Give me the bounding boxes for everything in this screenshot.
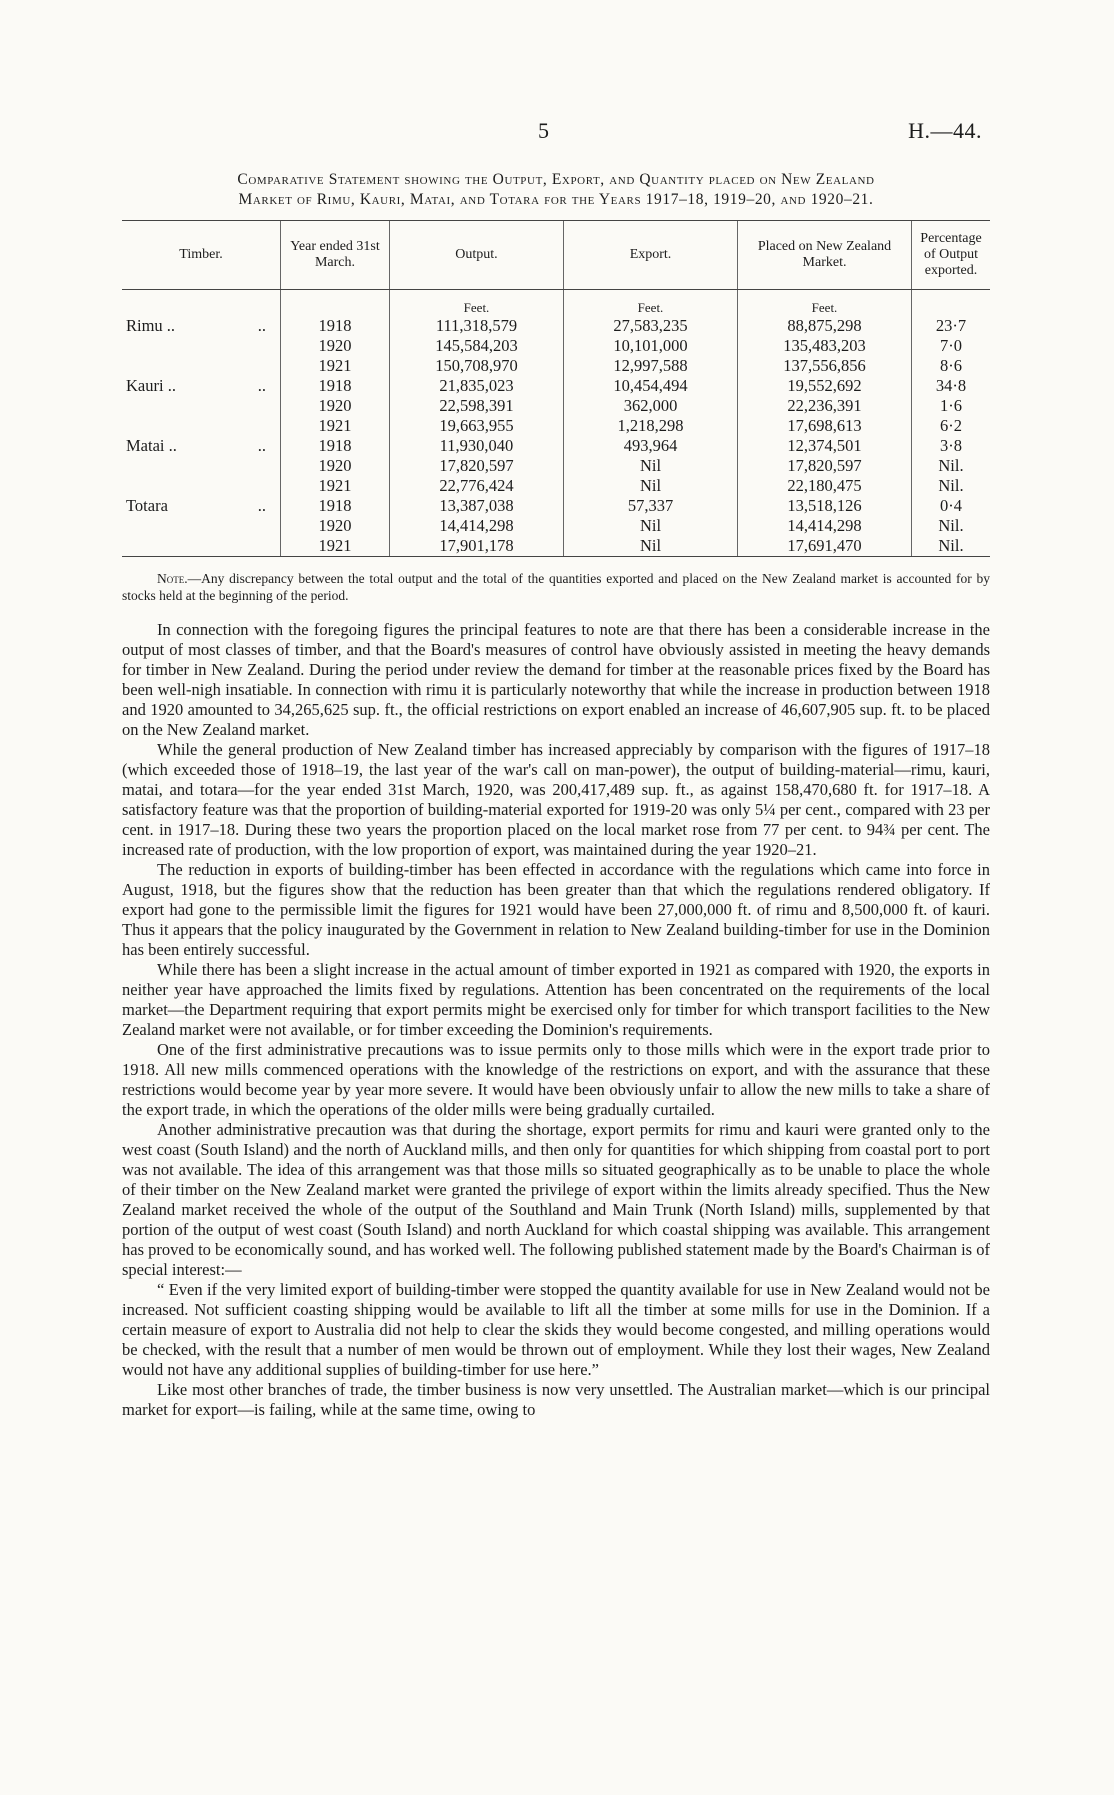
cell-year: 1918 bbox=[281, 496, 390, 516]
cell-timber bbox=[122, 436, 281, 456]
cell-output: 22,598,391 bbox=[390, 396, 564, 416]
cell-year: 1921 bbox=[281, 476, 390, 496]
cell-timber bbox=[122, 456, 281, 476]
cell-output: 22,776,424 bbox=[390, 476, 564, 496]
cell-output: 11,930,040 bbox=[390, 436, 564, 456]
cell-export: 1,218,298 bbox=[564, 416, 738, 436]
cell-export: Nil bbox=[564, 536, 738, 557]
cell-output: 17,820,597 bbox=[390, 456, 564, 476]
table-title-line: Market of Rimu, Kauri, Matai, and Totara for the Years 1917–18, 1919–20, and 1920–21. bbox=[238, 191, 874, 208]
cell-percentage: Nil. bbox=[912, 536, 991, 557]
note-text: —Any discrepancy between the total output and the total of the quantities exported and placed on the New Zealand market is accounted for by stocks held at the beginning of the period. bbox=[122, 571, 990, 603]
cell-output: 19,663,955 bbox=[390, 416, 564, 436]
table-row bbox=[122, 376, 990, 396]
cell-year: 1921 bbox=[281, 356, 390, 376]
note-label: Note. bbox=[157, 571, 188, 586]
cell-year: 1920 bbox=[281, 456, 390, 476]
cell-timber bbox=[122, 536, 281, 557]
unit-placed: Feet. bbox=[738, 290, 912, 317]
cell-placed: 13,518,126 bbox=[738, 496, 912, 516]
cell-output: 21,835,023 bbox=[390, 376, 564, 396]
timber-name: Rimu .. bbox=[126, 316, 176, 335]
cell-percentage: 7·0 bbox=[912, 336, 991, 356]
table-row bbox=[122, 496, 990, 516]
unit-export: Feet. bbox=[564, 290, 738, 317]
header-export: Export. bbox=[564, 221, 738, 290]
paragraph: While the general production of New Zealand timber has increased appreciably by comparison with the figures of 1917–18 (which exceeded those of 1918–19, the last year of the war's call on man-power), the output of building-material—rimu, kauri, matai, and totara—for the year ended 31st March, 1920, was 200,417,489 sup. ft., as against 158,470,680 ft. for 1917–18. A satisfactory feature was that the proportion of building-material exported for 1919-20 was only 5¼ per cent., compared with 23 per cent. in 1917–18. During these two years the proportion placed on the local market rose from 77 per cent. to 94¾ per cent. The increased rate of production, with the low proportion of export, was maintained during the year 1920–21. bbox=[122, 740, 990, 859]
cell-placed: 17,691,470 bbox=[738, 536, 912, 557]
cell-output: 14,414,298 bbox=[390, 516, 564, 536]
cell-placed: 12,374,501 bbox=[738, 436, 912, 456]
cell-timber bbox=[122, 476, 281, 496]
paragraph: One of the first administrative precautions was to issue permits only to those mills which were in the export trade prior to 1918. All new mills commenced operations with the knowledge of the restrictions on export, and with the assurance that these restrictions would become year by year more severe. It would have been obviously unfair to allow the new mills to take a share of the export trade, in which the operations of the older mills were being gradually curtailed. bbox=[122, 1040, 990, 1119]
cell-export: 493,964 bbox=[564, 436, 738, 456]
header-year: Year ended 31st March. bbox=[281, 221, 390, 290]
cell-year: 1920 bbox=[281, 336, 390, 356]
table-row bbox=[122, 536, 990, 557]
cell-percentage: 23·7 bbox=[912, 316, 991, 336]
timber-name: Matai .. bbox=[126, 436, 177, 455]
cell-percentage: 0·4 bbox=[912, 496, 991, 516]
paragraph: Another administrative precaution was that during the shortage, export permits for rimu and kauri were granted only to the west coast (South Island) and the north of Auckland mills, and then only for quantities for which shipping from coastal port to port was not available. The idea of this arrangement was that those mills so situated geographically as to be unable to place the whole of their timber on the New Zealand market were granted the privilege of export within the limits already specified. Thus the New Zealand market received the whole of the output of the Southland and Main Trunk (North Island) mills, supplemented by that portion of the output of west coast (South Island) and north Auckland for which coastal shipping was available. This arrangement has proved to be economically sound, and has worked well. The following published statement made by the Board's Chairman is of special interest:— bbox=[122, 1120, 990, 1279]
cell-percentage: Nil. bbox=[912, 476, 991, 496]
cell-timber bbox=[122, 356, 281, 376]
table-title-line: Comparative Statement showing the Output, Export, and Quantity placed on New Zealand bbox=[237, 171, 875, 188]
table-title bbox=[122, 170, 990, 210]
paragraph: While there has been a slight increase in the actual amount of timber exported in 1921 as compared with 1920, the exports in neither year have approached the limits fixed by regulations. Attention has been concentrated on the requirements of the local market—the Department requiring that export permits might be exercised only for timber for which transport facilities to the New Zealand market were not available, or for timber exceeding the Dominion's requirements. bbox=[122, 960, 990, 1039]
cell-timber bbox=[122, 516, 281, 536]
cell-export: 362,000 bbox=[564, 396, 738, 416]
cell-year: 1918 bbox=[281, 376, 390, 396]
cell-output: 145,584,203 bbox=[390, 336, 564, 356]
timber-name: Kauri .. bbox=[126, 376, 176, 395]
cell-placed: 137,556,856 bbox=[738, 356, 912, 376]
cell-output: 111,318,579 bbox=[390, 316, 564, 336]
header-percentage: Percentage of Output exported. bbox=[912, 221, 991, 290]
cell-percentage: Nil. bbox=[912, 456, 991, 476]
cell-percentage: 34·8 bbox=[912, 376, 991, 396]
cell-export: 57,337 bbox=[564, 496, 738, 516]
body-text bbox=[122, 620, 990, 1420]
cell-placed: 19,552,692 bbox=[738, 376, 912, 396]
cell-year: 1921 bbox=[281, 416, 390, 436]
cell-export: Nil bbox=[564, 456, 738, 476]
timber-statistics-table bbox=[122, 220, 990, 557]
cell-export: 10,454,494 bbox=[564, 376, 738, 396]
cell-percentage: 6·2 bbox=[912, 416, 991, 436]
table-note bbox=[122, 570, 990, 604]
unit-output: Feet. bbox=[390, 290, 564, 317]
table-row bbox=[122, 476, 990, 496]
cell-year: 1921 bbox=[281, 536, 390, 557]
table-row bbox=[122, 336, 990, 356]
cell-timber bbox=[122, 496, 281, 516]
cell-timber bbox=[122, 396, 281, 416]
units-row bbox=[122, 290, 990, 317]
leader-dots: .. bbox=[257, 376, 266, 395]
table-row bbox=[122, 416, 990, 436]
cell-placed: 135,483,203 bbox=[738, 336, 912, 356]
cell-placed: 14,414,298 bbox=[738, 516, 912, 536]
cell-timber bbox=[122, 336, 281, 356]
header-output: Output. bbox=[390, 221, 564, 290]
cell-percentage: 8·6 bbox=[912, 356, 991, 376]
cell-timber bbox=[122, 416, 281, 436]
table-row bbox=[122, 456, 990, 476]
cell-percentage: 3·8 bbox=[912, 436, 991, 456]
cell-output: 13,387,038 bbox=[390, 496, 564, 516]
paragraph: The reduction in exports of building-timber has been effected in accordance with the regulations which came into force in August, 1918, but the figures show that the reduction has been greater than that which the regulations rendered obligatory. If export had gone to the permissible limit the figures for 1921 would have been 27,000,000 ft. of rimu and 8,500,000 ft. of kauri. Thus it appears that the policy inaugurated by the Government in relation to New Zealand building-timber for use in the Dominion has been entirely successful. bbox=[122, 860, 990, 959]
table-row bbox=[122, 436, 990, 456]
cell-timber bbox=[122, 376, 281, 396]
paragraph: Like most other branches of trade, the timber business is now very unsettled. The Australian market—which is our principal market for export—is failing, while at the same time, owing to bbox=[122, 1380, 990, 1419]
leader-dots: .. bbox=[257, 436, 266, 455]
table-row bbox=[122, 356, 990, 376]
table-header-row bbox=[122, 221, 990, 290]
cell-placed: 88,875,298 bbox=[738, 316, 912, 336]
cell-timber bbox=[122, 316, 281, 336]
header-timber: Timber. bbox=[122, 221, 281, 290]
cell-year: 1918 bbox=[281, 316, 390, 336]
cell-export: Nil bbox=[564, 516, 738, 536]
table-row bbox=[122, 516, 990, 536]
paragraph: In connection with the foregoing figures the principal features to note are that there has been a considerable increase in the output of most classes of timber, and that the Board's measures of control have obviously assisted in meeting the heavy demands for timber in New Zealand. During the period under review the demand for timber at the reasonable prices fixed by the Board has been well-nigh insatiable. In connection with rimu it is particularly noteworthy that while the increase in production between 1918 and 1920 amounted to 34,265,625 sup. ft., the official restrictions on export enabled an increase of 46,607,905 sup. ft. to be placed on the New Zealand market. bbox=[122, 620, 990, 739]
cell-output: 150,708,970 bbox=[390, 356, 564, 376]
cell-placed: 22,236,391 bbox=[738, 396, 912, 416]
table-row bbox=[122, 316, 990, 336]
cell-year: 1920 bbox=[281, 516, 390, 536]
cell-export: 27,583,235 bbox=[564, 316, 738, 336]
cell-export: Nil bbox=[564, 476, 738, 496]
cell-output: 17,901,178 bbox=[390, 536, 564, 557]
cell-year: 1920 bbox=[281, 396, 390, 416]
paragraph: “ Even if the very limited export of building-timber were stopped the quantity available for use in New Zealand would not be increased. Not sufficient coasting shipping would be available to lift all the timber at some mills for use in the Dominion. If a certain measure of export to Australia did not help to clear the skids they would become congested, and milling operations would be checked, with the result that a number of men would be thrown out of employment. While they lost their wages, New Zealand would not have any additional supplies of building-timber for use here.” bbox=[122, 1280, 990, 1379]
cell-placed: 17,698,613 bbox=[738, 416, 912, 436]
header-placed: Placed on New Zealand Market. bbox=[738, 221, 912, 290]
cell-placed: 22,180,475 bbox=[738, 476, 912, 496]
cell-export: 12,997,588 bbox=[564, 356, 738, 376]
cell-export: 10,101,000 bbox=[564, 336, 738, 356]
leader-dots: .. bbox=[257, 496, 266, 515]
cell-percentage: Nil. bbox=[912, 516, 991, 536]
page-number: 5 bbox=[538, 118, 549, 143]
timber-name: Totara bbox=[126, 496, 168, 515]
table-row bbox=[122, 396, 990, 416]
document-reference: H.—44. bbox=[908, 118, 982, 143]
cell-percentage: 1·6 bbox=[912, 396, 991, 416]
leader-dots: .. bbox=[257, 316, 266, 335]
cell-year: 1918 bbox=[281, 436, 390, 456]
cell-placed: 17,820,597 bbox=[738, 456, 912, 476]
